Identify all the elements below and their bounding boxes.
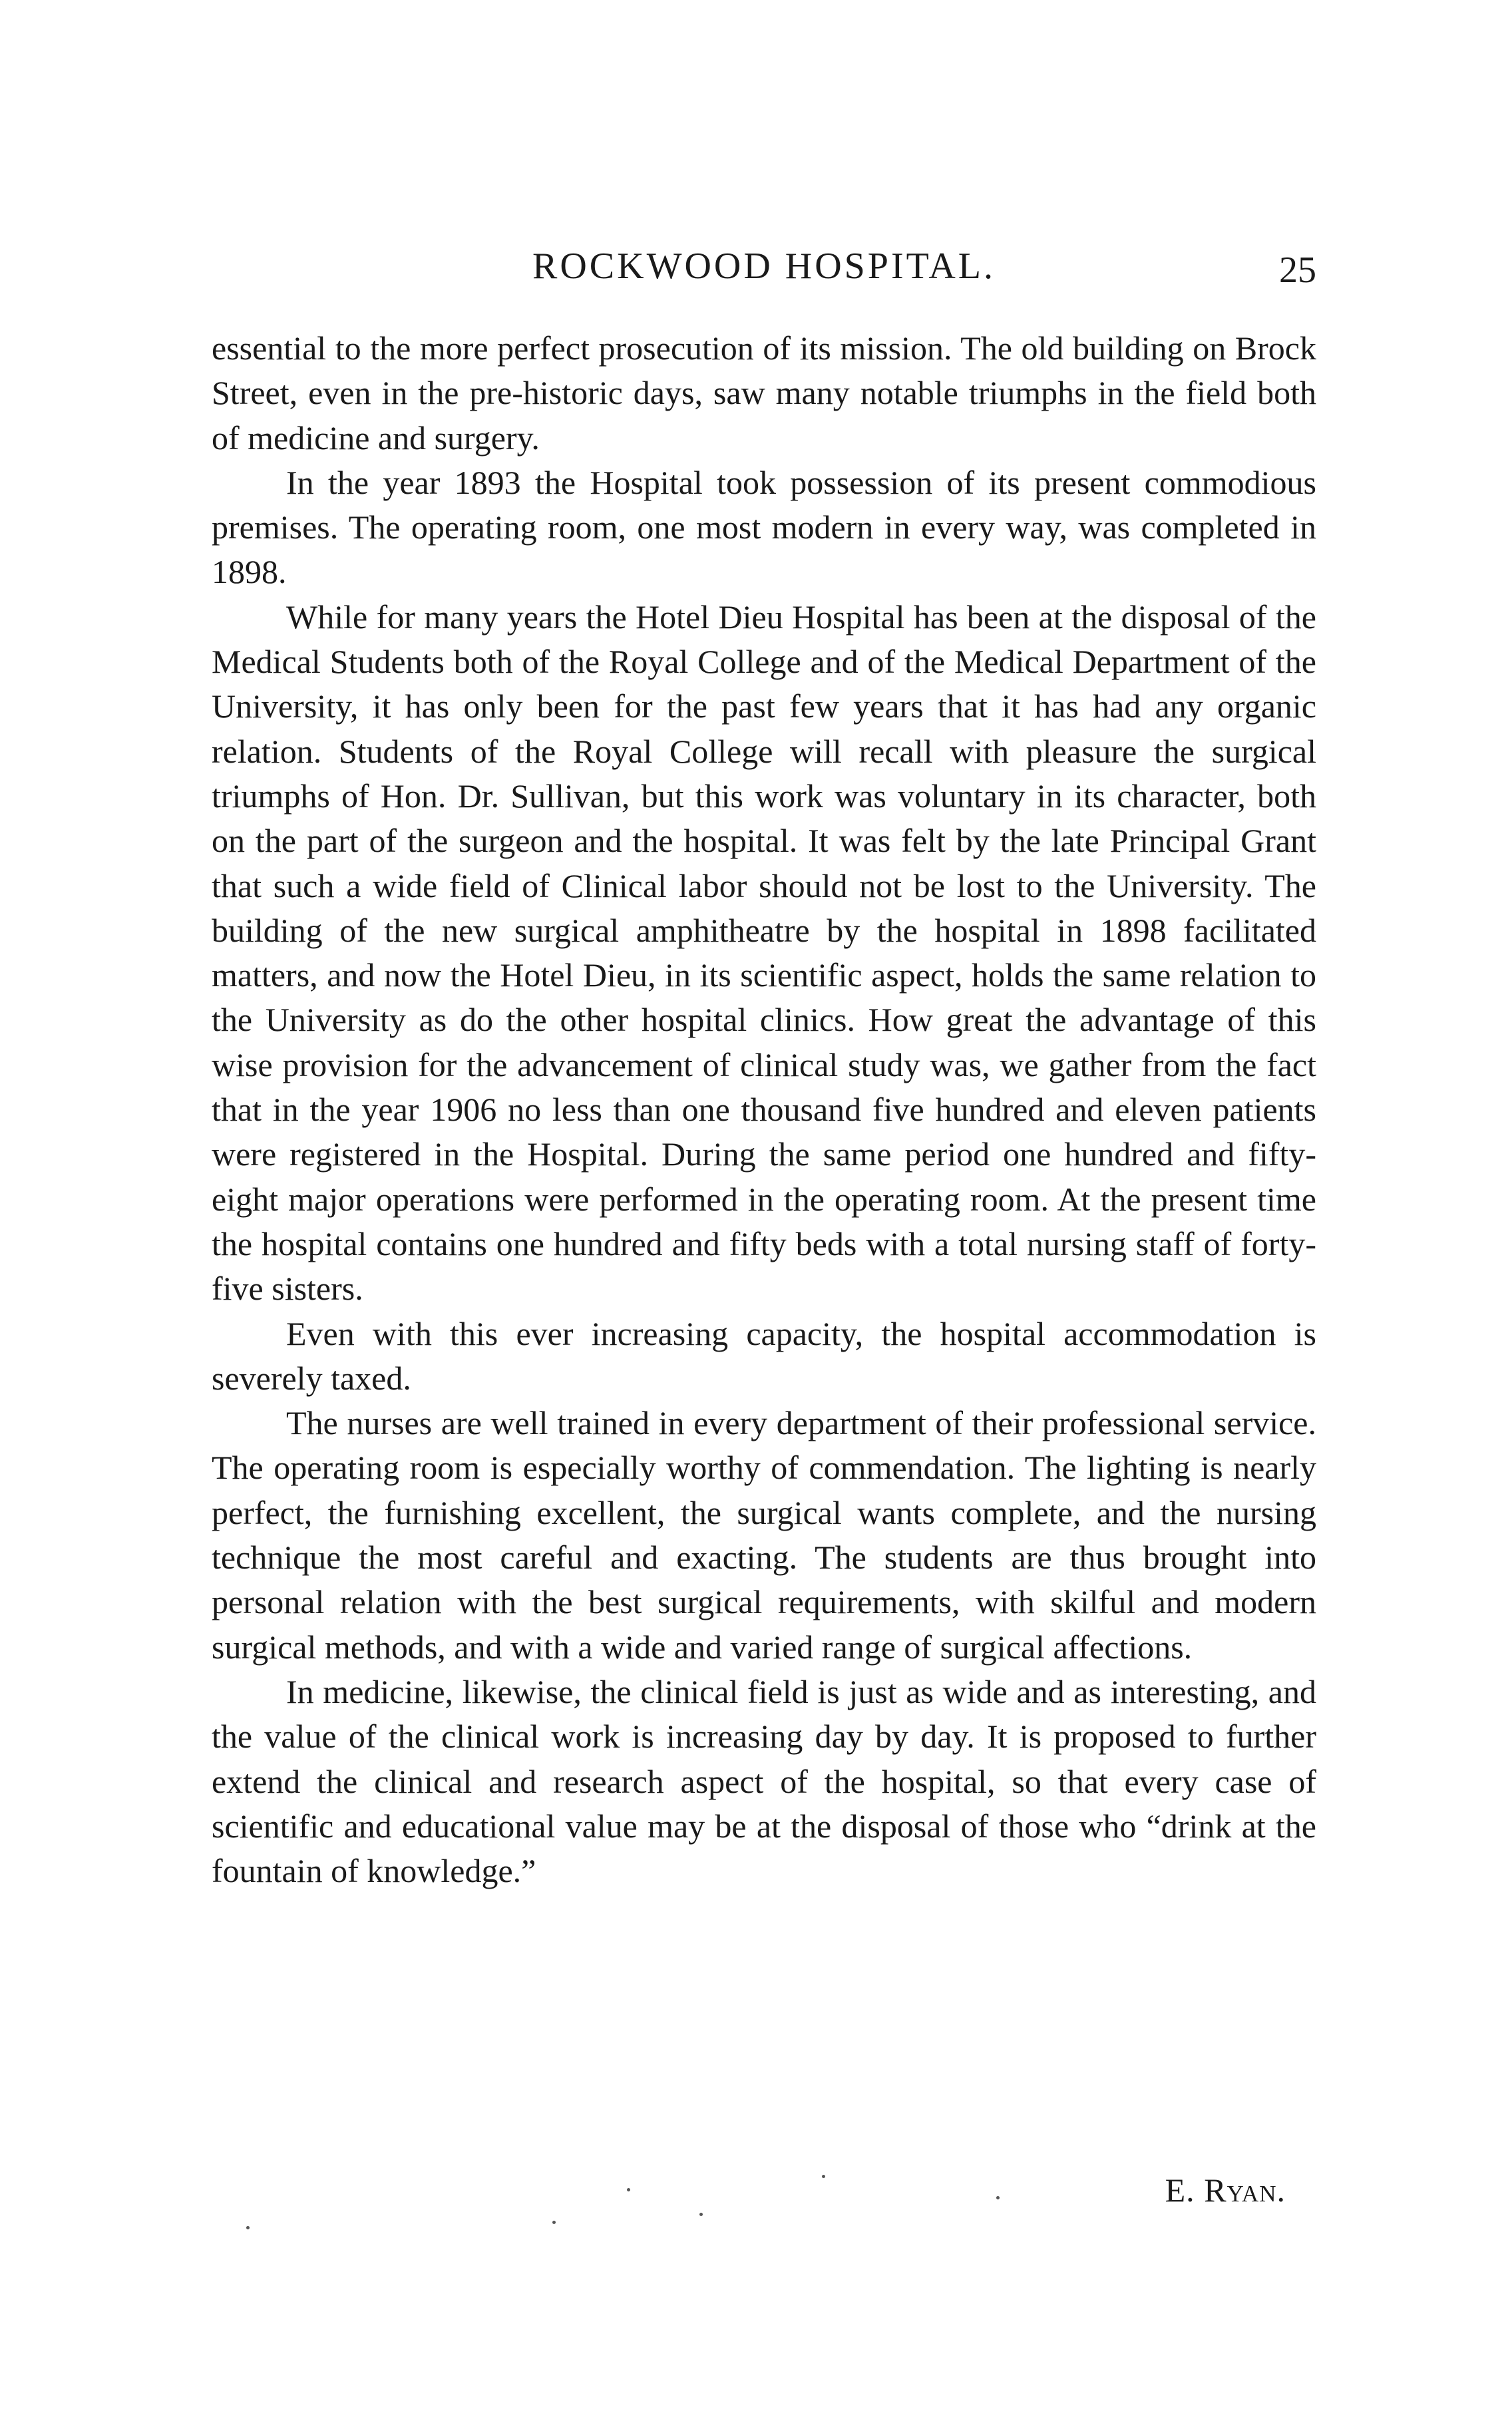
running-head xyxy=(212,240,1316,293)
paragraph-5: The nurses are well trained in every department of their professional service. The operating room is especially worthy of commendation. The lighting is nearly perfect, the furnishing excellent, the surgical wants complete, and the nursing technique the most careful and exacting. The students are thus brought into personal relation with the best surgical requirements, with skilful and modern surgical methods, and with a wide and varied range of surgical affections. xyxy=(212,1404,1316,1666)
paragraph-1: essential to the more perfect prosecution of its mission. The old building on Brock Street, even in the pre-historic days, saw many notable triumphs in the field both of medicine and surgery. xyxy=(212,329,1316,457)
paragraph-3: While for many years the Hotel Dieu Hospital has been at the disposal of the Medical Students both of the Royal College and of the Medical Department of the University, it has only been for the past few years that it has had any organic relation. Students of the Royal College will recall with pleasure the surgical triumphs of Hon. Dr. Sullivan, but this work was voluntary in its character, both on the part of the surgeon and the hospital. It was felt by the late Principal Grant that such a wide field of Clinical labor should not be lost to the University. The building of the new surgical amphitheatre by the hospital in 1898 facilitated matters, and now the Hotel Dieu, in its scientific aspect, holds the same relation to the University as do the other hospital clinics. How great the advantage of this wise provision for the advancement of clinical study was, we gather from the fact that in the year 1906 no less than one thousand five hundred and eleven patients were registered in the Hospital. During the same period one hundred and fifty-eight major operations were performed in the operating room. At the present time the hospital contains one hundred and fifty beds with a total nursing staff of forty-five sisters. xyxy=(212,598,1316,1308)
print-speck xyxy=(996,2196,1000,2199)
page-number: 25 xyxy=(1279,250,1316,291)
body-text xyxy=(212,326,1316,1893)
author-signature xyxy=(1165,2168,1286,2213)
signature-initial: E. xyxy=(1165,2171,1195,2209)
paragraph-6: In medicine, likewise, the clinical field is just as wide and as interesting, and the value of the clinical work is increasing day by day. It is proposed to further extend the clinical and research aspect of the hospital, so that every case of scientific and educational value may be at the disposal of those who “drink at the fountain of knowledge.” xyxy=(212,1672,1316,1890)
print-speck xyxy=(552,2221,556,2224)
paragraph-2: In the year 1893 the Hospital took possession of its present commodious premises. The operating room, one most modern in every way, was completed in 1898. xyxy=(212,463,1316,591)
print-speck xyxy=(246,2226,250,2229)
print-speck xyxy=(699,2213,703,2216)
running-title: ROCKWOOD HOSPITAL. xyxy=(532,246,996,287)
signature-surname: Ryan. xyxy=(1204,2171,1286,2209)
print-speck xyxy=(627,2188,630,2191)
print-speck xyxy=(822,2175,825,2178)
paragraph-4: Even with this ever increasing capacity, the hospital accommodation is severely taxed. xyxy=(212,1314,1316,1397)
